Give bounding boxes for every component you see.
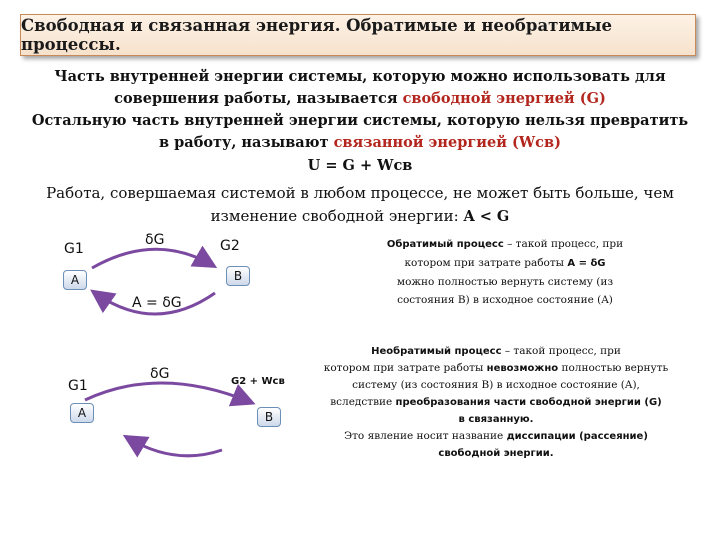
- free-energy-text: Часть внутренней энергии системы, которую можно использовать для совершения работы, называется: [54, 68, 666, 107]
- diagram1-work-label: A = δG: [132, 295, 182, 311]
- diagram2-state-a: A: [70, 403, 94, 423]
- work-statement-text: Работа, совершаемая системой в любом процессе, не может быть больше, чем изменение свободной энергии:: [46, 184, 674, 225]
- reversible-work: A = δG: [567, 258, 606, 269]
- diagram2-state-b: B: [257, 407, 281, 427]
- diagram2-dg-label: δG: [150, 366, 170, 382]
- irreversible-line7: свободной энергии.: [438, 448, 554, 459]
- irreversible-line1: – такой процесс, при: [501, 345, 621, 357]
- slide-title: Свободная и связанная энергия. Обратимые и необратимые процессы.: [21, 16, 612, 54]
- diagram1-dg-label: δG: [145, 232, 165, 248]
- energy-formula: U = G + Wсв: [307, 157, 413, 174]
- forward-arrow-1: [92, 249, 212, 268]
- reversible-line1: – такой процесс, при: [503, 238, 624, 250]
- bound-energy-term: связанной энергией (Wсв): [333, 134, 561, 151]
- diagram2-g2-label: G2 + Wсв: [231, 376, 285, 387]
- irreversible-conversion: преобразования части свободной энергии (G): [395, 397, 662, 408]
- reversible-term: Обратимый процесс: [386, 239, 504, 250]
- forward-arrow-2: [85, 383, 250, 402]
- irreversible-line5: в связанную.: [458, 414, 534, 425]
- reversible-process-description: [300, 235, 710, 309]
- dissipation-term: диссипации (рассеяние): [506, 431, 648, 442]
- diagram2-g1-label: G1: [68, 378, 88, 394]
- irreversible-line3: систему (из состояния B) в исходное состояние (A),: [352, 379, 640, 391]
- irreversible-process-description: [286, 343, 706, 462]
- work-inequality: A < G: [463, 208, 510, 225]
- irreversible-term: Необратимый процесс: [371, 346, 502, 357]
- partial-return-arrow-2: [128, 438, 222, 456]
- reversible-line3: можно полностью вернуть систему (из: [396, 276, 614, 288]
- diagram1-g1-label: G1: [64, 241, 84, 257]
- irreversible-line6a: Это явление носит название: [344, 430, 507, 442]
- free-energy-term: свободной энергией (G): [402, 90, 606, 107]
- bound-energy-text: Остальную часть внутренней энергии системы, которую нельзя превратить в работу, называют: [31, 112, 689, 151]
- diagram1-state-b: B: [226, 266, 250, 286]
- irreversible-line2c: полностью вернуть: [558, 362, 669, 374]
- diagram1-state-a: A: [63, 270, 87, 290]
- irreversible-line4a: вследствие: [330, 396, 396, 408]
- reversible-line2a: котором при затрате работы: [404, 257, 568, 269]
- reversible-line4: состояния B) в исходное состояние (A): [397, 294, 613, 306]
- irreversible-line2a: котором при затрате работы: [323, 362, 487, 374]
- irreversible-impossible: невозможно: [486, 363, 559, 374]
- diagram1-g2-label: G2: [220, 238, 240, 254]
